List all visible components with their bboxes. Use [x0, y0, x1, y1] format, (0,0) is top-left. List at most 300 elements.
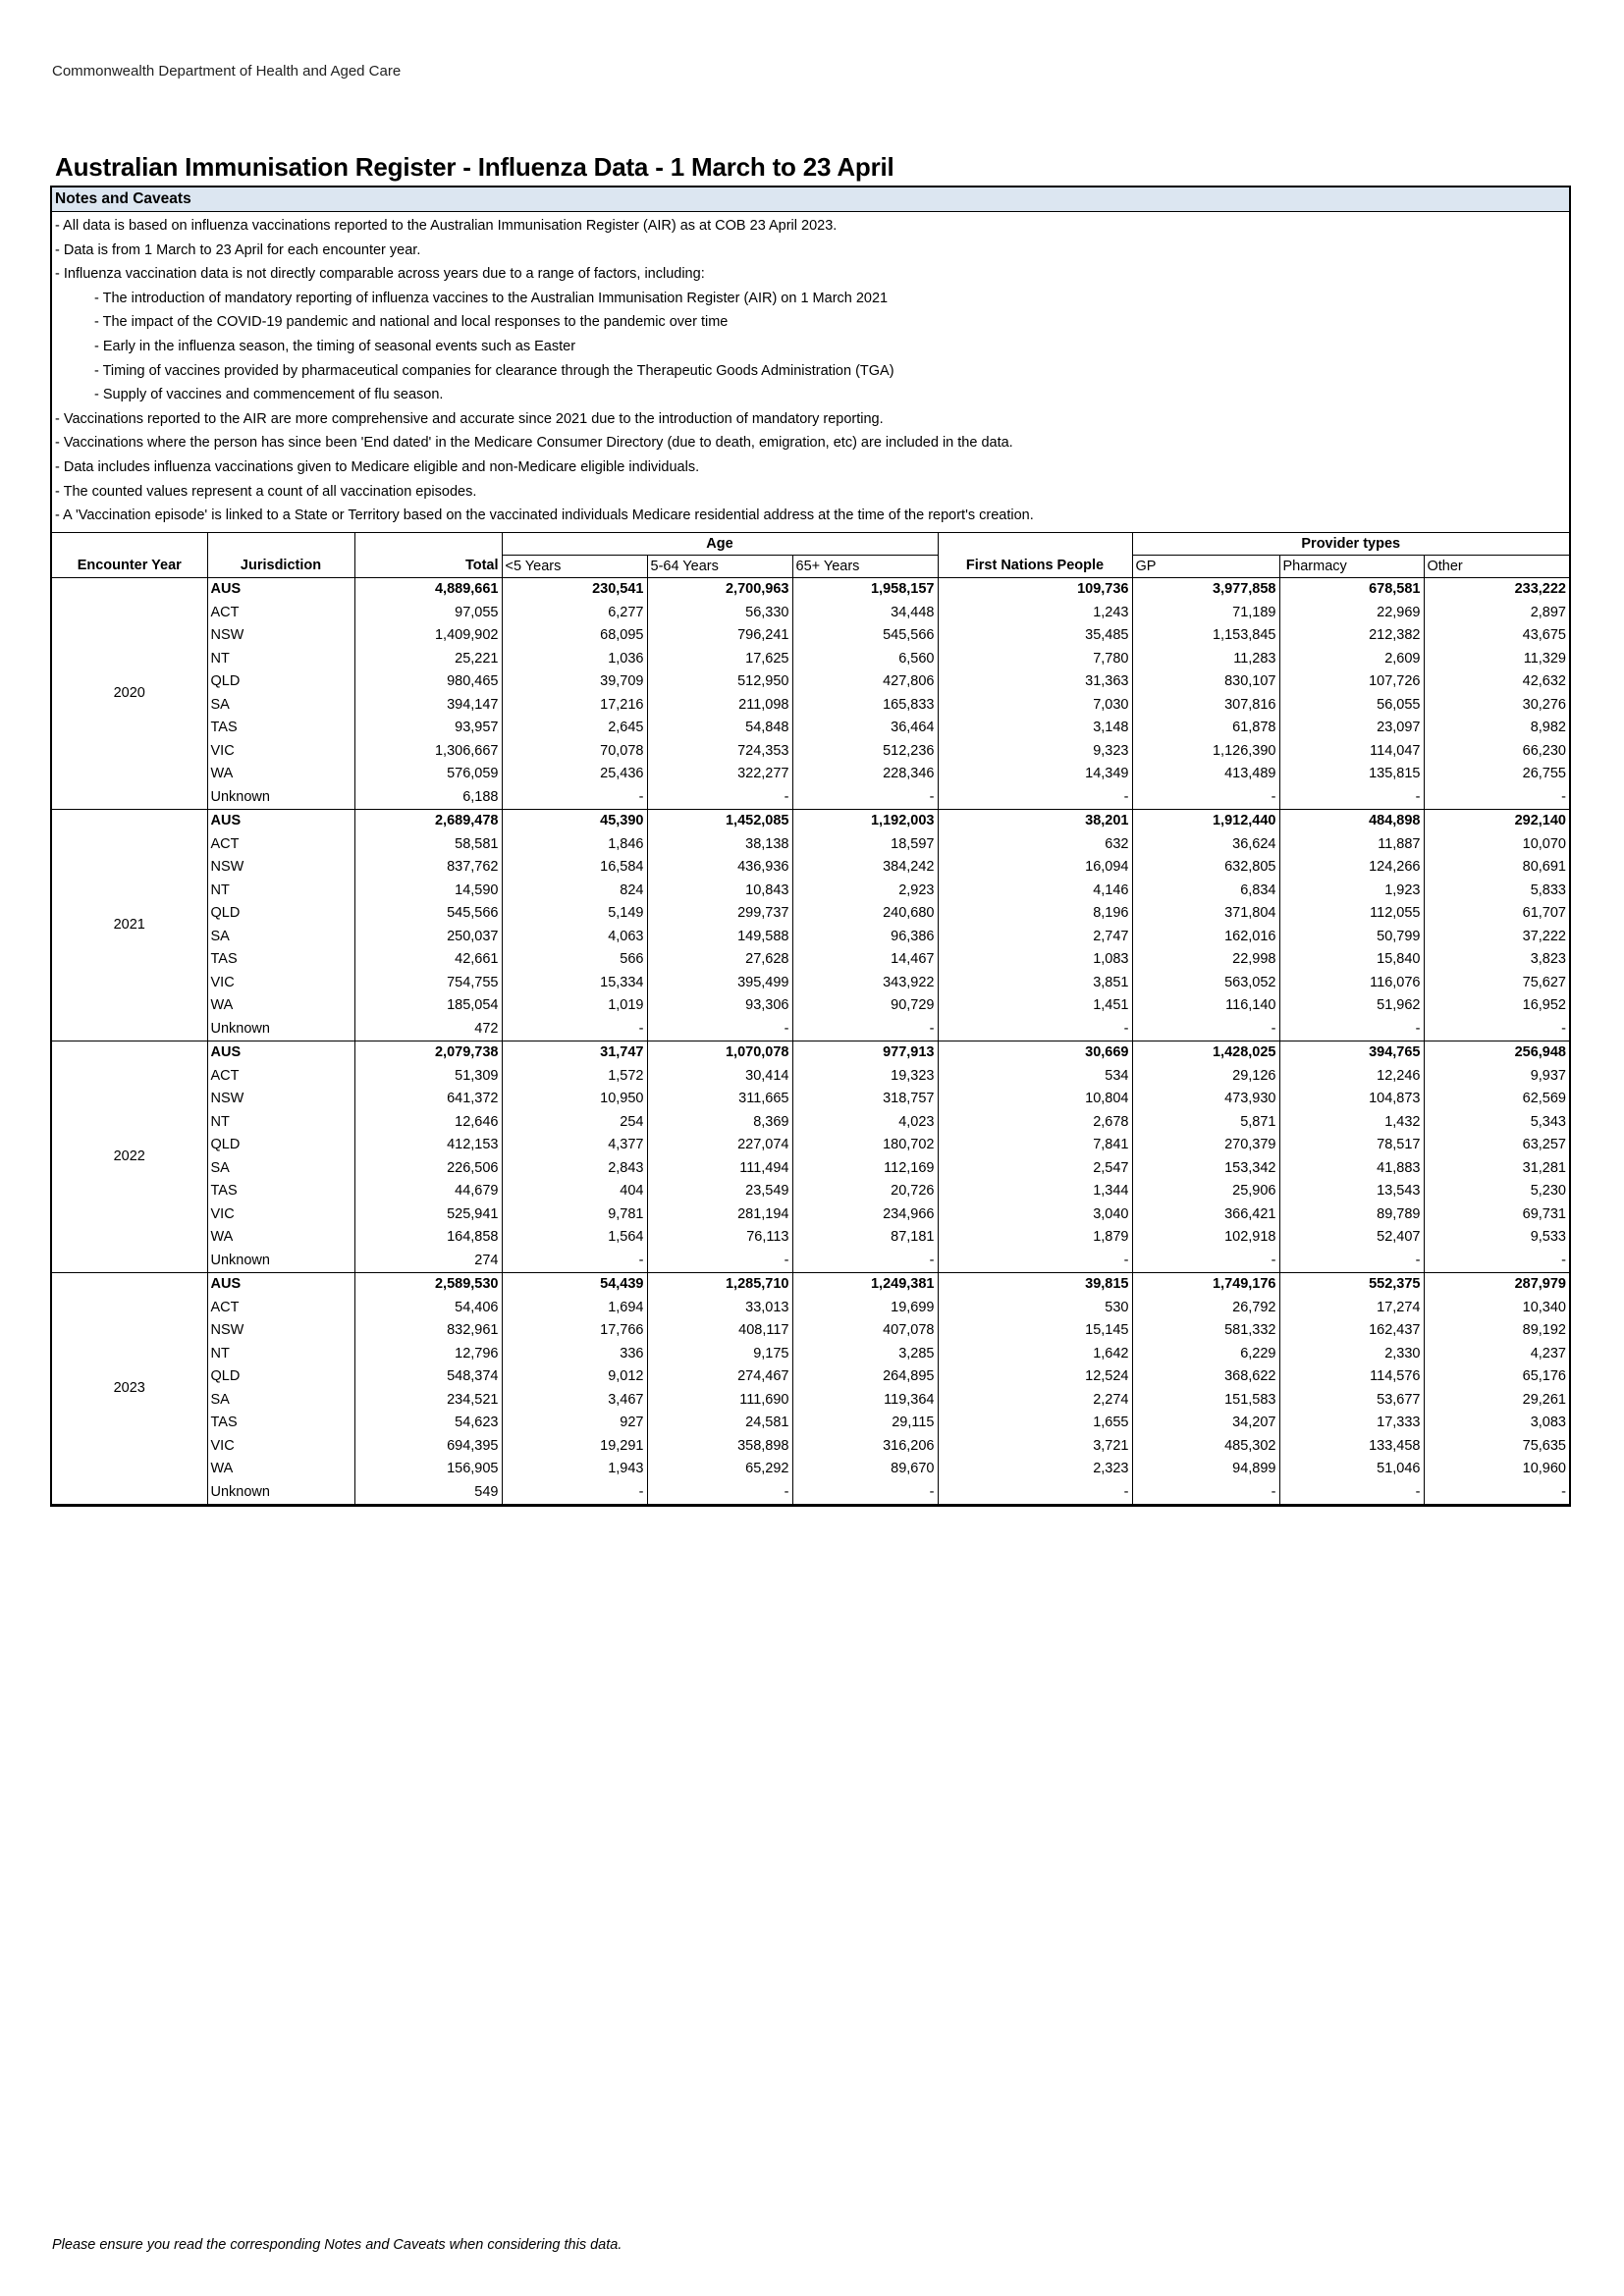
note-line: - Early in the influenza season, the timing of seasonal events such as Easter: [94, 338, 576, 354]
other-cell: 10,070: [1424, 832, 1569, 856]
under-5-cell: 1,694: [502, 1296, 647, 1319]
jurisdiction-cell: AUS: [207, 809, 354, 832]
first-nations-cell: 39,815: [938, 1272, 1132, 1296]
table-row: [52, 879, 1569, 902]
table-row: [52, 763, 1569, 786]
table-row: [52, 1017, 1569, 1041]
other-cell: -: [1424, 1017, 1569, 1041]
pharmacy-cell: 56,055: [1279, 693, 1424, 717]
other-cell: 5,343: [1424, 1110, 1569, 1134]
age-5-64-cell: 227,074: [647, 1134, 792, 1157]
jurisdiction-cell: QLD: [207, 1134, 354, 1157]
other-cell: 3,083: [1424, 1412, 1569, 1435]
jurisdiction-cell: VIC: [207, 971, 354, 994]
under-5-cell: 9,012: [502, 1365, 647, 1389]
table-row: [52, 809, 1569, 832]
first-nations-cell: 1,451: [938, 994, 1132, 1018]
table-row: [52, 1041, 1569, 1064]
jurisdiction-cell: QLD: [207, 1365, 354, 1389]
gp-cell: 473,930: [1132, 1088, 1279, 1111]
first-nations-cell: 1,655: [938, 1412, 1132, 1435]
under-5-cell: 1,572: [502, 1064, 647, 1088]
jurisdiction-cell: SA: [207, 925, 354, 948]
pharmacy-cell: 15,840: [1279, 948, 1424, 972]
age-5-64-cell: 358,898: [647, 1434, 792, 1458]
pharmacy-cell: 41,883: [1279, 1156, 1424, 1180]
gp-cell: 162,016: [1132, 925, 1279, 948]
age-65-plus-cell: 18,597: [792, 832, 938, 856]
pharmacy-cell: 114,576: [1279, 1365, 1424, 1389]
table-row: [52, 670, 1569, 694]
table-row: [52, 1480, 1569, 1504]
pharmacy-cell: -: [1279, 1017, 1424, 1041]
under-5-cell: 25,436: [502, 763, 647, 786]
first-nations-cell: 14,349: [938, 763, 1132, 786]
age-65-plus-cell: 407,078: [792, 1319, 938, 1343]
other-cell: 5,833: [1424, 879, 1569, 902]
pharmacy-cell: 11,887: [1279, 832, 1424, 856]
under-5-cell: 336: [502, 1342, 647, 1365]
jurisdiction-cell: WA: [207, 1458, 354, 1481]
total-cell: 641,372: [354, 1088, 502, 1111]
under-5-cell: 404: [502, 1180, 647, 1203]
age-5-64-cell: 512,950: [647, 670, 792, 694]
gp-cell: 94,899: [1132, 1458, 1279, 1481]
age-5-64-cell: -: [647, 1017, 792, 1041]
other-cell: 10,340: [1424, 1296, 1569, 1319]
age-65-plus-cell: 14,467: [792, 948, 938, 972]
age-65-plus-cell: 384,242: [792, 856, 938, 880]
total-cell: 164,858: [354, 1226, 502, 1250]
total-cell: 234,521: [354, 1388, 502, 1412]
note-line: - All data is based on influenza vaccinations reported to the Australian Immunisation Register (AIR) as at COB 23 April 2023.: [55, 218, 838, 234]
other-cell: 9,533: [1424, 1226, 1569, 1250]
gp-cell: 581,332: [1132, 1319, 1279, 1343]
first-nations-cell: 4,146: [938, 879, 1132, 902]
note-line: - Influenza vaccination data is not directly comparable across years due to a range of factors, including:: [55, 266, 705, 283]
first-nations-cell: 1,879: [938, 1226, 1132, 1250]
jurisdiction-cell: NT: [207, 879, 354, 902]
other-cell: 62,569: [1424, 1088, 1569, 1111]
jurisdiction-cell: Unknown: [207, 1480, 354, 1504]
pharmacy-cell: 22,969: [1279, 601, 1424, 624]
age-group-header: Age: [502, 533, 938, 556]
gp-cell: 71,189: [1132, 601, 1279, 624]
total-cell: 12,796: [354, 1342, 502, 1365]
other-cell: 3,823: [1424, 948, 1569, 972]
notes-list: [52, 212, 1569, 533]
age-65-plus-cell: 264,895: [792, 1365, 938, 1389]
total-cell: 226,506: [354, 1156, 502, 1180]
first-nations-cell: 9,323: [938, 739, 1132, 763]
encounter-year-cell: 2020: [52, 577, 207, 809]
under-5-cell: 54,439: [502, 1272, 647, 1296]
age-65-plus-cell: -: [792, 1480, 938, 1504]
age-5-64-cell: 111,494: [647, 1156, 792, 1180]
age-5-64-cell: 299,737: [647, 902, 792, 926]
first-nations-cell: 1,642: [938, 1342, 1132, 1365]
pharmacy-cell: 53,677: [1279, 1388, 1424, 1412]
pharmacy-cell: 114,047: [1279, 739, 1424, 763]
influenza-data-table: [52, 533, 1569, 1505]
other-cell: 256,948: [1424, 1041, 1569, 1064]
other-cell: 75,635: [1424, 1434, 1569, 1458]
jurisdiction-cell: VIC: [207, 1434, 354, 1458]
under-5-cell: 10,950: [502, 1088, 647, 1111]
pharmacy-cell: 552,375: [1279, 1272, 1424, 1296]
gp-cell: 563,052: [1132, 971, 1279, 994]
age-65-plus-cell: 180,702: [792, 1134, 938, 1157]
pharmacy-cell: 51,962: [1279, 994, 1424, 1018]
under-5-cell: 1,019: [502, 994, 647, 1018]
age-5-64-cell: 33,013: [647, 1296, 792, 1319]
first-nations-cell: 7,030: [938, 693, 1132, 717]
jurisdiction-cell: TAS: [207, 1180, 354, 1203]
under-5-cell: -: [502, 1017, 647, 1041]
other-cell: 9,937: [1424, 1064, 1569, 1088]
age-65-plus-cell: 234,966: [792, 1202, 938, 1226]
age-65-plus-cell: 165,833: [792, 693, 938, 717]
table-row: [52, 1342, 1569, 1365]
under-5-cell: 31,747: [502, 1041, 647, 1064]
gp-cell: 632,805: [1132, 856, 1279, 880]
table-row: [52, 1365, 1569, 1389]
gp-cell: 116,140: [1132, 994, 1279, 1018]
age-5-64-cell: 436,936: [647, 856, 792, 880]
total-cell: 472: [354, 1017, 502, 1041]
gp-cell: 1,126,390: [1132, 739, 1279, 763]
pharmacy-cell: 212,382: [1279, 624, 1424, 648]
under-5-cell: 1,564: [502, 1226, 647, 1250]
age-65-plus-cell: 34,448: [792, 601, 938, 624]
other-cell: 69,731: [1424, 1202, 1569, 1226]
first-nations-cell: 1,083: [938, 948, 1132, 972]
note-line: - Vaccinations where the person has since been 'End dated' in the Medicare Consumer Directory (due to death, emigration, etc) are included in the data.: [55, 435, 1013, 452]
total-cell: 274: [354, 1249, 502, 1272]
pharmacy-cell: 50,799: [1279, 925, 1424, 948]
gp-cell: 102,918: [1132, 1226, 1279, 1250]
pharmacy-cell: 107,726: [1279, 670, 1424, 694]
jurisdiction-cell: NSW: [207, 1088, 354, 1111]
first-nations-cell: 3,040: [938, 1202, 1132, 1226]
note-line: - The introduction of mandatory reporting of influenza vaccines to the Australian Immunisation Register (AIR) on 1 March 2021: [94, 290, 889, 306]
table-row: [52, 1412, 1569, 1435]
age-65-plus-cell: 512,236: [792, 739, 938, 763]
pharmacy-cell: 116,076: [1279, 971, 1424, 994]
age-65-plus-cell: 545,566: [792, 624, 938, 648]
gp-cell: 307,816: [1132, 693, 1279, 717]
pharmacy-cell: 124,266: [1279, 856, 1424, 880]
notes-heading: Notes and Caveats: [52, 187, 1569, 212]
total-cell: 93,957: [354, 717, 502, 740]
other-cell: 8,982: [1424, 717, 1569, 740]
pharmacy-cell: 484,898: [1279, 809, 1424, 832]
pharmacy-cell: -: [1279, 1249, 1424, 1272]
provider-types-group-header: Provider types: [1132, 533, 1569, 556]
total-cell: 545,566: [354, 902, 502, 926]
pharmacy-cell: 23,097: [1279, 717, 1424, 740]
table-row: [52, 856, 1569, 880]
jurisdiction-cell: NSW: [207, 1319, 354, 1343]
report-frame: [50, 186, 1571, 1507]
under-5-cell: 17,766: [502, 1319, 647, 1343]
other-cell: 80,691: [1424, 856, 1569, 880]
gp-cell: -: [1132, 785, 1279, 809]
pharmacy-cell: 394,765: [1279, 1041, 1424, 1064]
first-nations-cell: 8,196: [938, 902, 1132, 926]
table-row: [52, 1296, 1569, 1319]
group-header-row: [52, 533, 1569, 556]
first-nations-cell: 10,804: [938, 1088, 1132, 1111]
age-65-plus-cell: 316,206: [792, 1434, 938, 1458]
pharmacy-cell: 13,543: [1279, 1180, 1424, 1203]
age-5-64-cell: 1,285,710: [647, 1272, 792, 1296]
age-5-64-cell: 30,414: [647, 1064, 792, 1088]
first-nations-cell: 2,678: [938, 1110, 1132, 1134]
pharmacy-cell: 52,407: [1279, 1226, 1424, 1250]
pharmacy-cell: 12,246: [1279, 1064, 1424, 1088]
jurisdiction-cell: NT: [207, 647, 354, 670]
age-5-64-cell: 27,628: [647, 948, 792, 972]
pharmacy-cell: 162,437: [1279, 1319, 1424, 1343]
gp-cell: 485,302: [1132, 1434, 1279, 1458]
gp-cell: 1,428,025: [1132, 1041, 1279, 1064]
age-5-64-cell: 54,848: [647, 717, 792, 740]
first-nations-cell: 15,145: [938, 1319, 1132, 1343]
jurisdiction-cell: TAS: [207, 948, 354, 972]
total-cell: 54,406: [354, 1296, 502, 1319]
pharmacy-cell: 89,789: [1279, 1202, 1424, 1226]
table-row: [52, 1272, 1569, 1296]
total-cell: 54,623: [354, 1412, 502, 1435]
pharmacy-cell: 17,274: [1279, 1296, 1424, 1319]
total-cell: 97,055: [354, 601, 502, 624]
age-5-64-cell: 1,070,078: [647, 1041, 792, 1064]
table-row: [52, 717, 1569, 740]
pharmacy-cell: 104,873: [1279, 1088, 1424, 1111]
jurisdiction-cell: Unknown: [207, 785, 354, 809]
total-cell: 250,037: [354, 925, 502, 948]
table-row: [52, 601, 1569, 624]
first-nations-cell: 30,669: [938, 1041, 1132, 1064]
table-body: [52, 577, 1569, 1504]
first-nations-cell: -: [938, 785, 1132, 809]
table-row: [52, 577, 1569, 601]
organisation-name: Commonwealth Department of Health and Aged Care: [52, 63, 402, 80]
jurisdiction-cell: NSW: [207, 856, 354, 880]
age-5-64-cell: 1,452,085: [647, 809, 792, 832]
pharmacy-cell: 678,581: [1279, 577, 1424, 601]
other-cell: 66,230: [1424, 739, 1569, 763]
age-65-plus-cell: -: [792, 1017, 938, 1041]
age-65-plus-cell: 240,680: [792, 902, 938, 926]
note-line: - Data is from 1 March to 23 April for each encounter year.: [55, 241, 421, 258]
first-nations-cell: 3,851: [938, 971, 1132, 994]
under-5-cell: 15,334: [502, 971, 647, 994]
age-5-64-cell: 2,700,963: [647, 577, 792, 601]
age-65-plus-cell: 2,923: [792, 879, 938, 902]
under-5-cell: 68,095: [502, 624, 647, 648]
jurisdiction-cell: ACT: [207, 1296, 354, 1319]
first-nations-cell: 109,736: [938, 577, 1132, 601]
table-row: [52, 902, 1569, 926]
gp-cell: 1,153,845: [1132, 624, 1279, 648]
under-5-cell: 230,541: [502, 577, 647, 601]
age-65-plus-cell: 1,192,003: [792, 809, 938, 832]
encounter-year-cell: 2021: [52, 809, 207, 1041]
under-5-cell: 1,036: [502, 647, 647, 670]
pharmacy-cell: 17,333: [1279, 1412, 1424, 1435]
under-5-cell: 16,584: [502, 856, 647, 880]
total-cell: 837,762: [354, 856, 502, 880]
other-cell: 75,627: [1424, 971, 1569, 994]
gp-cell: 6,834: [1132, 879, 1279, 902]
jurisdiction-cell: VIC: [207, 739, 354, 763]
total-cell: 185,054: [354, 994, 502, 1018]
under-5-cell: 2,645: [502, 717, 647, 740]
under-5-cell: 9,781: [502, 1202, 647, 1226]
age-65-plus-cell: 4,023: [792, 1110, 938, 1134]
other-cell: 26,755: [1424, 763, 1569, 786]
page-title: Australian Immunisation Register - Influenza Data - 1 March to 23 April: [55, 152, 894, 182]
note-line: - Data includes influenza vaccinations given to Medicare eligible and non-Medicare eligible individuals.: [55, 458, 700, 475]
other-cell: 29,261: [1424, 1388, 1569, 1412]
age-5-64-cell: 796,241: [647, 624, 792, 648]
age-5-64-cell: 322,277: [647, 763, 792, 786]
other-cell: 37,222: [1424, 925, 1569, 948]
age-5-64-cell: 211,098: [647, 693, 792, 717]
other-cell: 89,192: [1424, 1319, 1569, 1343]
total-cell: 2,689,478: [354, 809, 502, 832]
first-nations-cell: 1,344: [938, 1180, 1132, 1203]
under-5-cell: 2,843: [502, 1156, 647, 1180]
table-row: [52, 1319, 1569, 1343]
age-65-plus-cell: 87,181: [792, 1226, 938, 1250]
jurisdiction-cell: ACT: [207, 832, 354, 856]
age-5-64-cell: -: [647, 785, 792, 809]
jurisdiction-cell: Unknown: [207, 1017, 354, 1041]
under-5-cell: 927: [502, 1412, 647, 1435]
gp-cell: 26,792: [1132, 1296, 1279, 1319]
under-5-cell: 17,216: [502, 693, 647, 717]
age-5-64-cell: -: [647, 1249, 792, 1272]
gp-cell: -: [1132, 1480, 1279, 1504]
gp-cell: 29,126: [1132, 1064, 1279, 1088]
table-row: [52, 925, 1569, 948]
first-nations-cell: 534: [938, 1064, 1132, 1088]
under-5-cell: 4,063: [502, 925, 647, 948]
under-5-cell: 19,291: [502, 1434, 647, 1458]
col-header-encounter-year: Encounter Year: [52, 555, 207, 577]
col-header-65-plus: 65+ Years: [792, 555, 938, 577]
other-cell: 2,897: [1424, 601, 1569, 624]
total-cell: 576,059: [354, 763, 502, 786]
age-5-64-cell: 76,113: [647, 1226, 792, 1250]
total-cell: 6,188: [354, 785, 502, 809]
total-cell: 832,961: [354, 1319, 502, 1343]
jurisdiction-cell: VIC: [207, 1202, 354, 1226]
table-row: [52, 1388, 1569, 1412]
total-cell: 754,755: [354, 971, 502, 994]
age-65-plus-cell: 1,249,381: [792, 1272, 938, 1296]
age-65-plus-cell: 89,670: [792, 1458, 938, 1481]
table-row: [52, 624, 1569, 648]
gp-cell: 366,421: [1132, 1202, 1279, 1226]
table-row: [52, 1064, 1569, 1088]
age-65-plus-cell: 19,699: [792, 1296, 938, 1319]
table-row: [52, 1110, 1569, 1134]
other-cell: 5,230: [1424, 1180, 1569, 1203]
age-5-64-cell: 395,499: [647, 971, 792, 994]
total-cell: 525,941: [354, 1202, 502, 1226]
col-header-jurisdiction: Jurisdiction: [207, 555, 354, 577]
gp-cell: 153,342: [1132, 1156, 1279, 1180]
pharmacy-cell: 2,330: [1279, 1342, 1424, 1365]
note-line: - A 'Vaccination episode' is linked to a State or Territory based on the vaccinated individuals Medicare residential address at the time of the report's creation.: [55, 507, 1034, 524]
gp-cell: 151,583: [1132, 1388, 1279, 1412]
other-cell: -: [1424, 785, 1569, 809]
first-nations-cell: 7,841: [938, 1134, 1132, 1157]
gp-cell: 25,906: [1132, 1180, 1279, 1203]
jurisdiction-cell: TAS: [207, 1412, 354, 1435]
first-nations-cell: 31,363: [938, 670, 1132, 694]
total-cell: 2,079,738: [354, 1041, 502, 1064]
under-5-cell: -: [502, 785, 647, 809]
jurisdiction-cell: AUS: [207, 1272, 354, 1296]
age-5-64-cell: 311,665: [647, 1088, 792, 1111]
table-row: [52, 1458, 1569, 1481]
column-header-row: [52, 555, 1569, 577]
age-5-64-cell: 23,549: [647, 1180, 792, 1203]
age-5-64-cell: 10,843: [647, 879, 792, 902]
other-cell: -: [1424, 1249, 1569, 1272]
under-5-cell: 45,390: [502, 809, 647, 832]
under-5-cell: -: [502, 1249, 647, 1272]
other-cell: 10,960: [1424, 1458, 1569, 1481]
other-cell: 233,222: [1424, 577, 1569, 601]
encounter-year-cell: 2023: [52, 1272, 207, 1504]
note-line: - The impact of the COVID-19 pandemic and national and local responses to the pandemic over time: [94, 314, 729, 331]
jurisdiction-cell: NT: [207, 1342, 354, 1365]
under-5-cell: 3,467: [502, 1388, 647, 1412]
pharmacy-cell: 112,055: [1279, 902, 1424, 926]
total-cell: 12,646: [354, 1110, 502, 1134]
age-65-plus-cell: 112,169: [792, 1156, 938, 1180]
age-65-plus-cell: 6,560: [792, 647, 938, 670]
first-nations-cell: 2,747: [938, 925, 1132, 948]
total-cell: 412,153: [354, 1134, 502, 1157]
total-cell: 980,465: [354, 670, 502, 694]
table-row: [52, 1156, 1569, 1180]
table-row: [52, 1088, 1569, 1111]
table-row: [52, 1434, 1569, 1458]
jurisdiction-cell: ACT: [207, 1064, 354, 1088]
gp-cell: 1,912,440: [1132, 809, 1279, 832]
pharmacy-cell: 1,432: [1279, 1110, 1424, 1134]
age-65-plus-cell: 36,464: [792, 717, 938, 740]
other-cell: 30,276: [1424, 693, 1569, 717]
jurisdiction-cell: AUS: [207, 1041, 354, 1064]
total-cell: 25,221: [354, 647, 502, 670]
gp-cell: -: [1132, 1249, 1279, 1272]
age-5-64-cell: 724,353: [647, 739, 792, 763]
table-row: [52, 1202, 1569, 1226]
jurisdiction-cell: AUS: [207, 577, 354, 601]
under-5-cell: 5,149: [502, 902, 647, 926]
gp-cell: 830,107: [1132, 670, 1279, 694]
age-65-plus-cell: 3,285: [792, 1342, 938, 1365]
total-cell: 58,581: [354, 832, 502, 856]
